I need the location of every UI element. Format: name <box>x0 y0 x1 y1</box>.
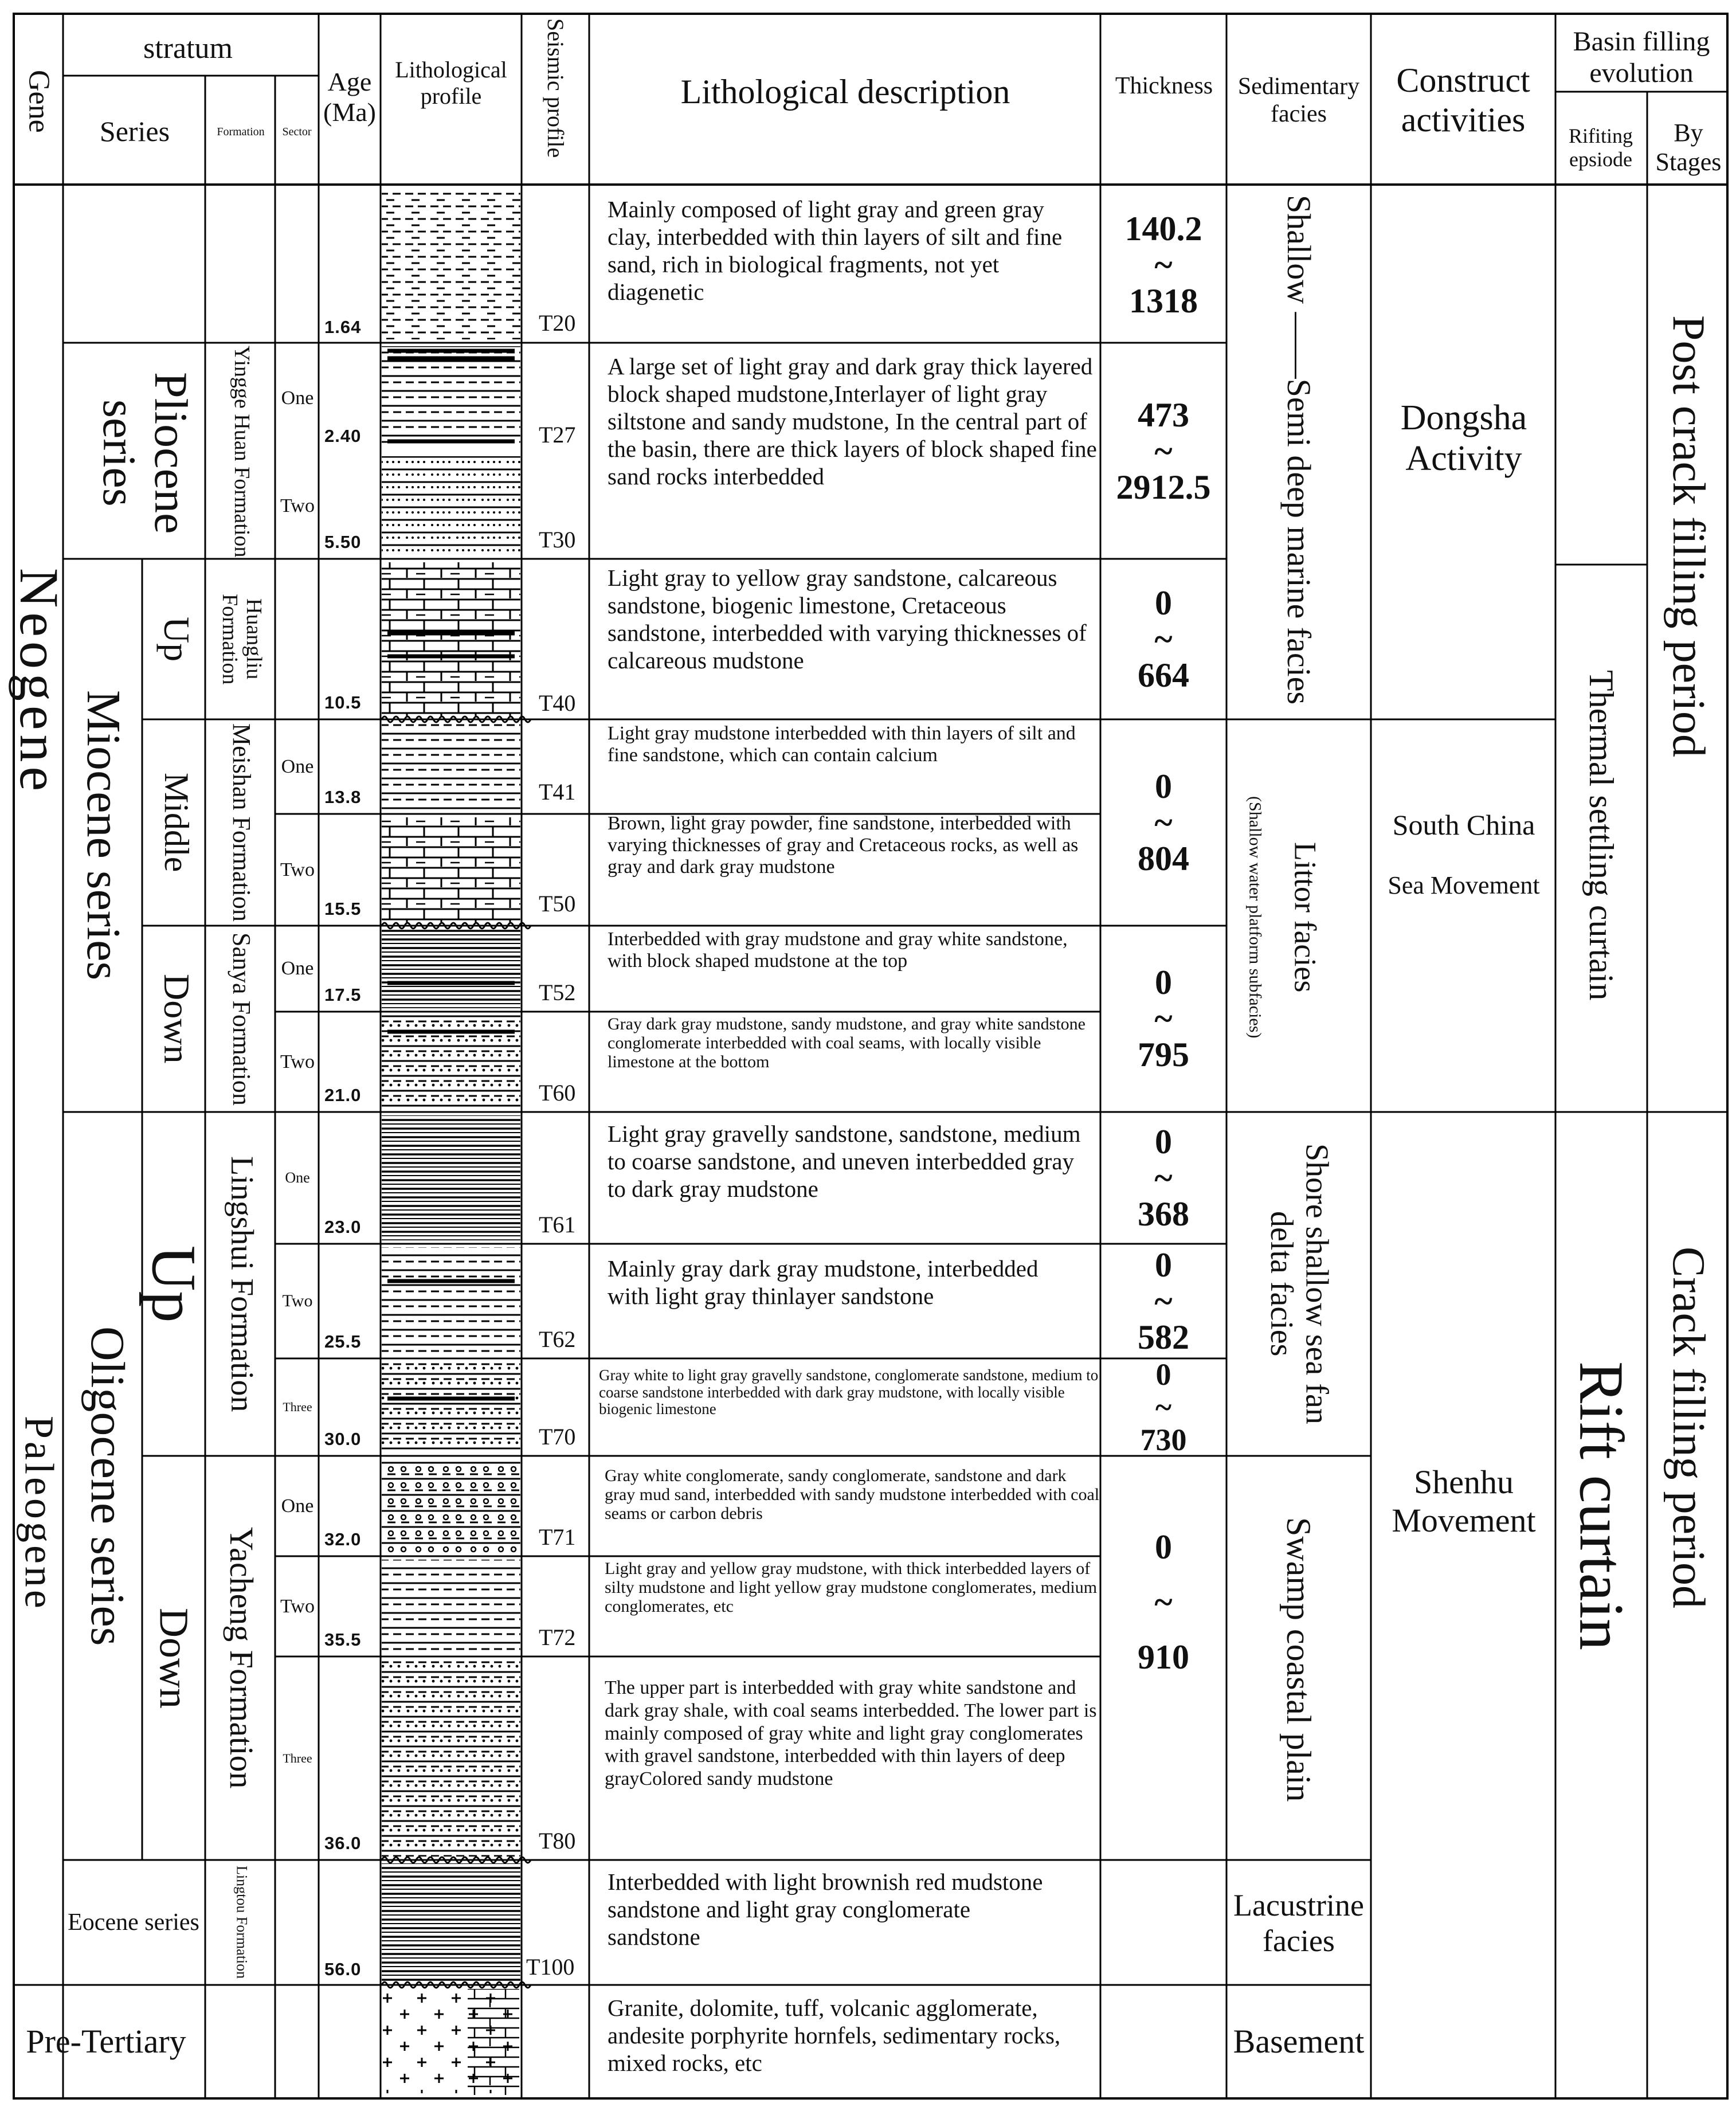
construct-shenhu: Shenhu Movement <box>1392 1463 1536 1539</box>
thickness-min: 0 <box>1155 1246 1172 1284</box>
age-label: 35.5 <box>324 1630 362 1650</box>
thickness-min: 0 <box>1155 1528 1172 1566</box>
lith-description: Light gray gravelly sandstone, sandstone, medium to coarse sandstone, and uneven interbedded gray to dark gray mudstone <box>608 1121 1081 1202</box>
lith-description: Light gray and yellow gray mudstone, with thick interbedded layers of silty mudstone and light yellow gray mudstone conglomerates, medium conglomerates, etc <box>605 1559 1098 1616</box>
thickness-range <box>1102 722 1225 923</box>
series-pliocene: Pliocene series <box>93 371 198 534</box>
seismic-reflector: T62 <box>539 1326 576 1352</box>
series-eocene: Eocene series <box>68 1909 199 1936</box>
thickness-max: 730 <box>1140 1422 1187 1457</box>
thickness-range <box>1102 929 1225 1109</box>
lith-description: Interbedded with light brownish red mudstone sandstone and light gray conglomerate sandstone <box>608 1869 1043 1950</box>
thickness-max: 795 <box>1138 1036 1189 1074</box>
subseries-oligocene-up: Up <box>139 1245 209 1323</box>
lithology-band <box>382 193 520 339</box>
formation-yingge-huan: Yingge Huan Formation <box>229 345 254 558</box>
basin-crack-filling: Crack filling period <box>1663 1247 1714 1608</box>
lithology-band <box>382 1863 520 1981</box>
seismic-reflector: T70 <box>539 1424 576 1450</box>
age-label: 32.0 <box>324 1529 362 1549</box>
sector-lingshui-three: Three <box>283 1400 312 1415</box>
header-basin-filling-evolution: Basin filling evolution <box>1573 26 1710 88</box>
lithology-band <box>382 1247 520 1355</box>
seismic-reflector: T30 <box>539 527 576 553</box>
age-label: 56.0 <box>324 1959 362 1979</box>
lithology-band <box>468 1989 519 2095</box>
sector-sanya-one: One <box>281 958 314 980</box>
construct-dongsha: Dongsha Activity <box>1400 398 1527 478</box>
basin-thermal-settling-curtain: Thermal settling curtain <box>1582 670 1620 1001</box>
lith-description: Gray white conglomerate, sandy conglomerate, sandstone and dark gray mud sand, interbedded with sandy mudstone interbedded with coal seams or carbon debris <box>605 1466 1100 1523</box>
thickness-range <box>1102 1247 1225 1356</box>
formation-huangliu: Huangliu Formation <box>218 593 266 685</box>
sector-yacheng-two: Two <box>280 1595 315 1617</box>
facies-shore-fan-delta: Shore shallow sea fan delta facies <box>1264 1143 1335 1424</box>
age-label: 10.5 <box>324 692 362 712</box>
thickness-sep: ~ <box>1154 1282 1173 1320</box>
gene-neogene: Neogene <box>8 568 70 796</box>
thickness-max: 910 <box>1138 1638 1189 1676</box>
lith-description: Mainly gray dark gray mudstone, interbedded with light gray thinlayer sandstone <box>608 1255 1039 1309</box>
lith-description: Brown, light gray powder, fine sandstone, interbedded with varying thicknesses of gray and Cretaceous rocks, as well as gray and dark gray mudstone <box>608 813 1079 878</box>
thickness-sep: ~ <box>1154 620 1173 658</box>
lith-description: Gray white to light gray gravelly sandstone, conglomerate sandstone, medium to coarse sandstone interbedded with dark gray mudstone, with locally visible biogenic limestone <box>599 1366 1099 1418</box>
header-gene: Gene <box>22 70 56 133</box>
header-series: Series <box>99 115 170 148</box>
thickness-min: 0 <box>1155 583 1172 622</box>
header-rifting-episode: Rifiting epsiode <box>1568 124 1633 171</box>
thickness-min: 140.2 <box>1124 210 1202 248</box>
formation-lingtou: Lingtou Formation <box>233 1866 250 1979</box>
lith-description: Mainly composed of light gray and green gray clay, interbedded with thin layers of silt and fine sand, rich in biological fragments, not yet diagenetic <box>608 196 1063 305</box>
age-label: 25.5 <box>324 1331 362 1352</box>
sector-lingshui-two: Two <box>282 1291 313 1310</box>
subseries-miocene-middle: Middle <box>158 773 195 872</box>
thickness-max: 582 <box>1138 1318 1189 1356</box>
lith-description: Interbedded with gray mudstone and gray white sandstone, with block shaped mudstone at the top <box>608 929 1068 972</box>
thickness-max: 804 <box>1138 839 1189 878</box>
seismic-reflector: T27 <box>539 422 576 448</box>
subseries-oligocene-down: Down <box>151 1607 197 1709</box>
lith-description: The upper part is interbedded with gray white sandstone and dark gray shale, with coal seams interbedded. The lower part is mainly composed of gray white and light gray conglomerates with gravel sandstone, interbedded with thin layers of deep grayColored sandy mudstone <box>605 1677 1097 1790</box>
facies-lacustrine: Lacustrine facies <box>1233 1887 1364 1958</box>
thickness-sep: ~ <box>1154 1000 1173 1037</box>
thickness-sep: ~ <box>1154 1583 1173 1621</box>
seismic-reflector: T40 <box>539 690 576 716</box>
header-sector: Sector <box>282 125 312 138</box>
construct-south-china: South China <box>1392 809 1535 841</box>
lithology-band <box>382 929 520 1008</box>
basin-rift-curtain: Rift curtain <box>1566 1361 1637 1651</box>
age-label: 36.0 <box>324 1833 362 1853</box>
thickness-range <box>1102 1115 1225 1241</box>
lithology-band <box>382 1362 520 1452</box>
lith-description: Light gray to yellow gray sandstone, calcareous sandstone, biogenic limestone, Cretaceous sandstone, interbedded with varying thicknesses of calcareous mudstone <box>608 565 1087 673</box>
seismic-reflector: T72 <box>539 1624 576 1650</box>
thickness-max: 2912.5 <box>1116 468 1211 506</box>
construct-sea-movement: Sea Movement <box>1388 871 1540 899</box>
seismic-reflector: T61 <box>539 1212 576 1237</box>
seismic-reflector: T41 <box>539 779 576 805</box>
thickness-sep: ~ <box>1154 432 1173 470</box>
facies-littor: Littor facies <box>1288 841 1323 993</box>
seismic-reflector: T100 <box>526 1954 575 1980</box>
lithology-band <box>382 456 520 555</box>
thickness-min: 0 <box>1155 964 1172 1001</box>
age-label: 15.5 <box>324 899 362 919</box>
header-construct-activities: Construct activities <box>1396 61 1530 139</box>
subseries-miocene-up: Up <box>156 616 198 662</box>
facies-swamp-coastal-plain: Swamp coastal plain <box>1280 1517 1318 1802</box>
lithology-band <box>382 562 520 716</box>
age-label: 23.0 <box>324 1217 362 1237</box>
thickness-range <box>1102 189 1225 341</box>
header-seismic-profile: Seismic profile <box>543 18 569 158</box>
formation-yacheng: Yacheng Formation <box>222 1527 260 1789</box>
header-lithological-description: Lithological description <box>680 72 1010 111</box>
lithology-band <box>382 1015 520 1109</box>
thickness-sep: ~ <box>1155 1390 1172 1425</box>
seismic-reflector: T71 <box>539 1524 576 1550</box>
thickness-range <box>1102 1357 1225 1457</box>
header-by-stages: By Stages <box>1655 119 1722 176</box>
sector-yinggehuan-two: Two <box>280 495 315 516</box>
lith-description: Gray dark gray mudstone, sandy mudstone, and gray white sandstone conglomerate interbedded with coal seams, with locally visible limestone at the bottom <box>608 1015 1086 1071</box>
sector-yacheng-one: One <box>281 1495 314 1517</box>
thickness-min: 473 <box>1138 396 1189 434</box>
formation-lingshui: Lingshui Formation <box>224 1156 260 1412</box>
lithology-band <box>382 1115 520 1240</box>
sector-sanya-two: Two <box>280 1051 315 1072</box>
series-miocene: Miocene series <box>77 690 131 981</box>
basin-post-crack-filling: Post crack filling period <box>1663 315 1714 757</box>
gene-paleogene: Paleogene <box>16 1415 62 1611</box>
lithology-band <box>382 1459 520 1553</box>
seismic-reflector: T52 <box>539 980 576 1005</box>
thickness-min: 0 <box>1155 1357 1171 1392</box>
sector-lingshui-one: One <box>285 1169 310 1186</box>
age-label: 2.40 <box>324 426 362 446</box>
thickness-max: 1318 <box>1129 282 1198 320</box>
header-thickness: Thickness <box>1115 72 1213 99</box>
age-label: 1.64 <box>324 317 362 337</box>
facies-basement: Basement <box>1233 2022 1365 2060</box>
age-label: 5.50 <box>324 532 362 552</box>
formation-meishan: Meishan Formation <box>228 723 256 922</box>
lith-description: A large set of light gray and dark gray thick layered block shaped mudstone,Interlayer of light gray siltstone and sandy mudstone, In the central part of the basin, there are thick layers of block shaped fine sand rocks interbedded <box>608 353 1097 489</box>
thickness-max: 664 <box>1138 656 1189 694</box>
sector-yacheng-three: Three <box>283 1750 312 1765</box>
sector-yinggehuan-one: One <box>281 387 314 409</box>
age-label: 17.5 <box>324 985 362 1005</box>
lith-description: Light gray mudstone interbedded with thin layers of silt and fine sandstone, which can contain calcium <box>608 723 1076 766</box>
lithology-band <box>382 1560 520 1653</box>
formation-sanya: Sanya Formation <box>228 932 256 1106</box>
seismic-reflector: T20 <box>539 310 576 336</box>
lithology-band <box>382 723 520 810</box>
facies-littor-subfacies: (Shallow water platform subfacies) <box>1245 796 1265 1039</box>
age-label: 30.0 <box>324 1429 362 1449</box>
sector-meishan-one: One <box>281 755 314 777</box>
seismic-reflector: T80 <box>539 1828 576 1854</box>
thickness-sep: ~ <box>1154 1158 1173 1197</box>
thickness-min: 0 <box>1155 767 1172 805</box>
header-stratum: stratum <box>143 32 233 65</box>
header-sedimentary-facies: Sedimentary facies <box>1237 73 1360 127</box>
subseries-miocene-down: Down <box>156 974 198 1064</box>
lithology-band <box>382 1660 520 1857</box>
lith-description: Granite, dolomite, tuff, volcanic agglomerate, andesite porphyrite hornfels, sedimentary rocks, mixed rocks, etc <box>608 1995 1061 2076</box>
header-formation: Formation <box>217 125 265 138</box>
lithology-band <box>382 817 520 922</box>
lithology-band <box>382 346 520 449</box>
thickness-range <box>1102 344 1225 559</box>
seismic-reflector: T50 <box>539 891 576 917</box>
thickness-min: 0 <box>1155 1122 1172 1161</box>
thickness-range <box>1102 1459 1225 1745</box>
age-label: 13.8 <box>324 787 362 807</box>
header-age: Age (Ma) <box>323 67 376 127</box>
thickness-sep: ~ <box>1154 803 1173 841</box>
sector-meishan-two: Two <box>280 859 315 880</box>
seismic-reflector: T60 <box>539 1080 576 1106</box>
thickness-sep: ~ <box>1154 246 1173 284</box>
gene-pre-tertiary: Pre-Tertiary <box>26 2022 186 2060</box>
age-label: 21.0 <box>324 1085 362 1105</box>
thickness-max: 368 <box>1138 1195 1189 1233</box>
thickness-range <box>1102 562 1225 716</box>
header-lithological-profile: Lithological profile <box>395 57 507 109</box>
series-oligocene: Oligocene series <box>81 1326 135 1646</box>
facies-shallow-semi-deep-marine: Shallow ——Semi deep marine facies <box>1280 195 1318 705</box>
